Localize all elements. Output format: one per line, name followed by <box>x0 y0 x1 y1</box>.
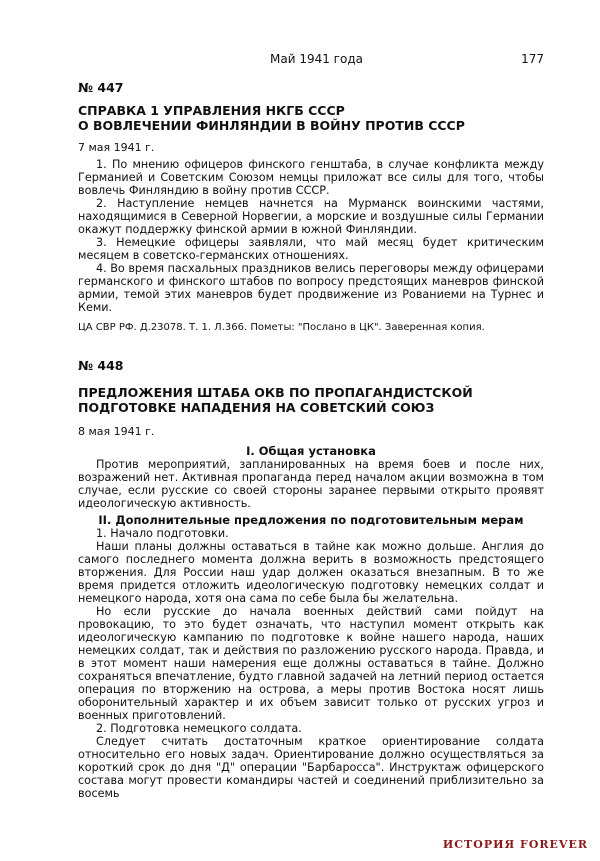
paragraph: 2. Подготовка немецкого солдата. <box>96 722 302 735</box>
document-title <box>78 103 544 133</box>
section-heading: II. Дополнительные предложения по подготовительным мерам <box>98 513 524 527</box>
paragraph: 4. Во время пасхальных праздников велись переговоры между офицерами германского и финского штабов по вопросу предстоящих маневров финской армии, темой этих маневров будет продвижение из Рованиеми на Турнес и Кеми. <box>78 262 544 314</box>
paragraph: Против мероприятий, запланированных на время боев и после них, возражений нет. Активная пропаганда перед началом акции возможна в том случае, если русские со своей стороны заранее первыми открыто проявят идеологическую активность. <box>78 458 544 510</box>
paragraph: 3. Немецкие офицеры заявляли, что май месяц будет критическим месяцем в советско-германских отношениях. <box>78 236 544 262</box>
title-line: ПОДГОТОВКЕ НАПАДЕНИЯ НА СОВЕТСКИЙ СОЮЗ <box>78 400 435 415</box>
running-header-date: Май 1941 года <box>270 52 363 66</box>
document-number: № 447 <box>78 80 124 95</box>
paragraph: 1. Начало подготовки. <box>96 527 229 540</box>
title-line: ПРЕДЛОЖЕНИЯ ШТАБА ОКВ ПО ПРОПАГАНДИСТСКОЙ <box>78 385 473 400</box>
paragraph: 2. Наступление немцев начнется на Мурманск воинскими частями, находящимися в Северной Норвегии, а морские и воздушные силы Германии окажут поддержку финской армии в южной Финляндии. <box>78 197 544 236</box>
document-447 <box>78 80 544 333</box>
paragraph: Следует считать достаточным краткое ориентирование солдата относительно его новых задач. Ориентирование должно осуществляться за короткий срок до дня "Д" операции "Барбаросса". Инструктаж офицерского состава могут провести командиры частей и соединений приблизительно за восемь <box>78 735 544 800</box>
document-body <box>78 158 544 314</box>
paragraph: 1. По мнению офицеров финского генштаба, в случае конфликта между Германией и Советским Союзом немцы приложат все силы для того, чтобы вовлечь Финляндию в войну против СССР. <box>78 158 544 197</box>
section-body <box>78 458 544 510</box>
section-heading: I. Общая установка <box>246 444 376 458</box>
page-number: 177 <box>521 52 544 66</box>
watermark-logo: ИСТОРИЯ FOREVER <box>442 838 588 851</box>
section-body <box>78 527 544 800</box>
paragraph: Но если русские до начала военных действий сами пойдут на провокацию, то это будет означать, что наступил момент открыть как идеологическую кампанию по подготовке к войне нашего народа, наших немецких солдат, так и действия по разложению русского народа. Правда, и в этот момент наши намерения еще должны оставаться в тайне. Должно сохраняться впечатление, будто главной задачей на летний период остается операция по вторжению на острова, а меры против Востока носят лишь оборонительный характер и их объем зависит только от русских угроз и военных приготовлений. <box>78 605 544 722</box>
document-title <box>78 385 544 415</box>
document-date: 7 мая 1941 г. <box>78 141 155 154</box>
document-448 <box>78 358 544 800</box>
paragraph: Наши планы должны оставаться в тайне как можно дольше. Англия до самого последнего момента должна верить в возможность предстоящего вторжения. Для России наш удар должен оказаться внезапным. В то же время придется отложить идеологическую подготовку немецких солдат и немецкого народа, хотя она сама по себе была бы желательна. <box>78 540 544 605</box>
document-date: 8 мая 1941 г. <box>78 425 155 438</box>
title-line: О ВОВЛЕЧЕНИИ ФИНЛЯНДИИ В ВОЙНУ ПРОТИВ СССР <box>78 118 465 133</box>
document-number: № 448 <box>78 358 124 373</box>
title-line: СПРАВКА 1 УПРАВЛЕНИЯ НКГБ СССР <box>78 103 345 118</box>
archive-source: ЦА СВР РФ. Д.23078. Т. 1. Л.366. Пометы: "Послано в ЦК". Заверенная копия. <box>78 322 485 333</box>
